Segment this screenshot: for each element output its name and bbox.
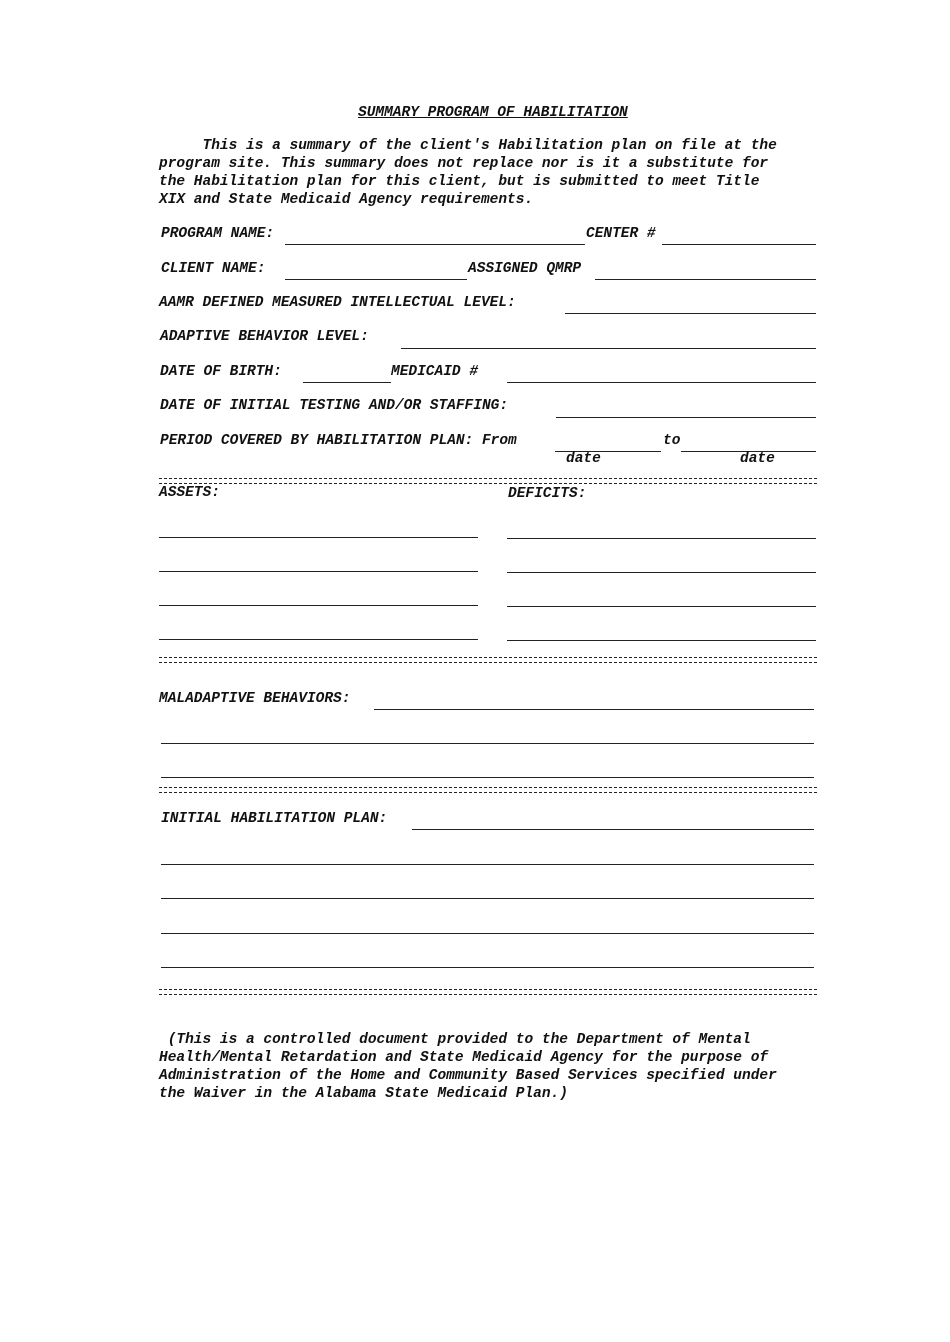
- adaptive-behavior-label: ADAPTIVE BEHAVIOR LEVEL:: [160, 329, 369, 345]
- period-to-label: to: [663, 433, 681, 449]
- program-name-field[interactable]: [285, 244, 585, 245]
- medicaid-number-field[interactable]: [507, 382, 816, 383]
- assigned-qmrp-label: ASSIGNED QMRP: [468, 261, 582, 277]
- maladaptive-behaviors-line[interactable]: [161, 777, 814, 778]
- aamr-level-field[interactable]: [565, 313, 816, 314]
- date-of-birth-field[interactable]: [303, 382, 391, 383]
- client-name-label: CLIENT NAME:: [161, 261, 266, 277]
- deficits-line[interactable]: [507, 640, 816, 641]
- footer-note: [159, 1031, 777, 1103]
- footer-line: Health/Mental Retardation and State Medicaid Agency for the purpose of: [159, 1050, 769, 1066]
- intro-line: program site. This summary does not replace nor is it a substitute for: [159, 156, 769, 172]
- footer-line: Administration of the Home and Community Based Services specified under: [159, 1068, 777, 1084]
- footer-line: (This is a controlled document provided to the Department of Mental: [159, 1032, 751, 1048]
- initial-plan-line[interactable]: [161, 898, 814, 899]
- assigned-qmrp-field[interactable]: [595, 279, 816, 280]
- assets-line[interactable]: [159, 605, 478, 606]
- intro-paragraph: [159, 137, 777, 209]
- assets-line[interactable]: [159, 537, 478, 538]
- assets-line[interactable]: [159, 571, 478, 572]
- client-name-field[interactable]: [285, 279, 467, 280]
- section-separator: [159, 787, 817, 793]
- deficits-line[interactable]: [507, 538, 816, 539]
- deficits-heading: DEFICITS:: [508, 486, 587, 502]
- deficits-line[interactable]: [507, 606, 816, 607]
- intro-line: This is a summary of the client's Habilitation plan on file at the: [159, 138, 777, 154]
- aamr-level-label: AAMR DEFINED MEASURED INTELLECTUAL LEVEL:: [159, 295, 516, 311]
- section-separator: [159, 478, 817, 484]
- section-separator: [159, 989, 817, 995]
- initial-plan-label: INITIAL HABILITATION PLAN:: [161, 811, 388, 827]
- date-of-birth-label: DATE OF BIRTH:: [160, 364, 282, 380]
- from-date-caption: date: [566, 451, 601, 467]
- maladaptive-behaviors-field[interactable]: [374, 709, 814, 710]
- initial-plan-line[interactable]: [161, 864, 814, 865]
- to-date-caption: date: [740, 451, 775, 467]
- period-covered-label: PERIOD COVERED BY HABILITATION PLAN: From: [160, 433, 517, 449]
- medicaid-number-label: MEDICAID #: [391, 364, 479, 380]
- initial-testing-field[interactable]: [556, 417, 816, 418]
- assets-line[interactable]: [159, 639, 478, 640]
- initial-testing-label: DATE OF INITIAL TESTING AND/OR STAFFING:: [160, 398, 509, 414]
- center-number-field[interactable]: [662, 244, 816, 245]
- initial-plan-field[interactable]: [412, 829, 814, 830]
- adaptive-behavior-field[interactable]: [401, 348, 816, 349]
- program-name-label: PROGRAM NAME:: [161, 226, 275, 242]
- initial-plan-line[interactable]: [161, 933, 814, 934]
- center-number-label: CENTER #: [586, 226, 656, 242]
- maladaptive-behaviors-label: MALADAPTIVE BEHAVIORS:: [159, 691, 351, 707]
- intro-line: the Habilitation plan for this client, but is submitted to meet Title: [159, 174, 760, 190]
- form-title: SUMMARY PROGRAM OF HABILITATION: [358, 105, 628, 121]
- intro-line: XIX and State Medicaid Agency requirements.: [159, 192, 534, 208]
- deficits-line[interactable]: [507, 572, 816, 573]
- footer-line: the Waiver in the Alabama State Medicaid Plan.): [159, 1086, 568, 1102]
- assets-heading: ASSETS:: [159, 485, 220, 501]
- section-separator: [159, 657, 817, 663]
- maladaptive-behaviors-line[interactable]: [161, 743, 814, 744]
- initial-plan-line[interactable]: [161, 967, 814, 968]
